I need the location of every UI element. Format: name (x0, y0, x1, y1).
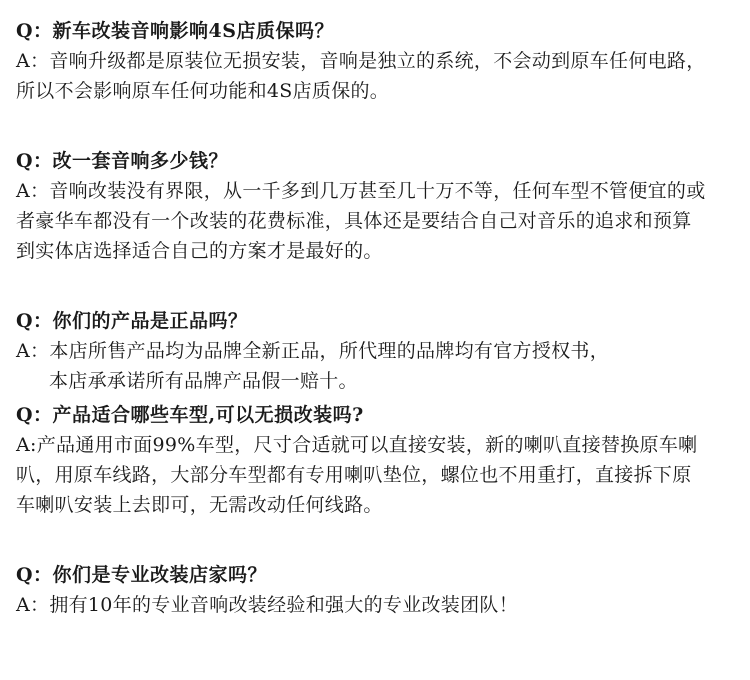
question-text: Q：新车改装音响影响4S店质保吗？ (16, 20, 334, 42)
answer-line: A：本店所售产品均为品牌全新正品，所代理的品牌均有官方授权书， (16, 340, 610, 362)
answer-line: 者豪华车都没有一个改装的花费标准，具体还是要结合自己对音乐的追求和预算 (16, 210, 692, 232)
faq-item-genuine (16, 306, 742, 396)
answer-line: 车喇叭安装上去即可，无需改动任何线路。 (16, 494, 383, 516)
answer-line: 到实体店选择适合自己的方案才是最好的。 (16, 240, 383, 262)
answer-line: A：拥有10年的专业音响改装经验和强大的专业改装团队！ (16, 594, 518, 616)
question-text: Q：你们是专业改装店家吗？ (16, 564, 268, 586)
faq-item-cost (16, 146, 742, 266)
answer-line: 叭，用原车线路，大部分车型都有专用喇叭垫位，螺位也不用重打，直接拆下原 (16, 464, 692, 486)
answer-line: A:产品通用市面99%车型，尺寸合适就可以直接安装，新的喇叭直接替换原车喇 (16, 434, 698, 456)
answer-line: 本店承承诺所有品牌产品假一赔十。 (49, 370, 358, 392)
question-text: Q：你们的产品是正品吗？ (16, 310, 248, 332)
faq-item-professional (16, 560, 742, 620)
question-text: Q：产品适合哪些车型,可以无损改装吗? (16, 404, 364, 426)
faq-item-warranty (16, 16, 742, 106)
answer-line: 所以不会影响原车任何功能和4S店质保的。 (16, 80, 390, 102)
question-text: Q：改一套音响多少钱？ (16, 150, 229, 172)
faq-item-compatibility (16, 400, 742, 520)
answer-line: A：音响改装没有界限，从一千多到几万甚至几十万不等，任何车型不管便宜的或 (16, 180, 706, 202)
answer-line: A：音响升级都是原装位无损安装，音响是独立的系统，不会动到原车任何电路， (16, 50, 706, 72)
